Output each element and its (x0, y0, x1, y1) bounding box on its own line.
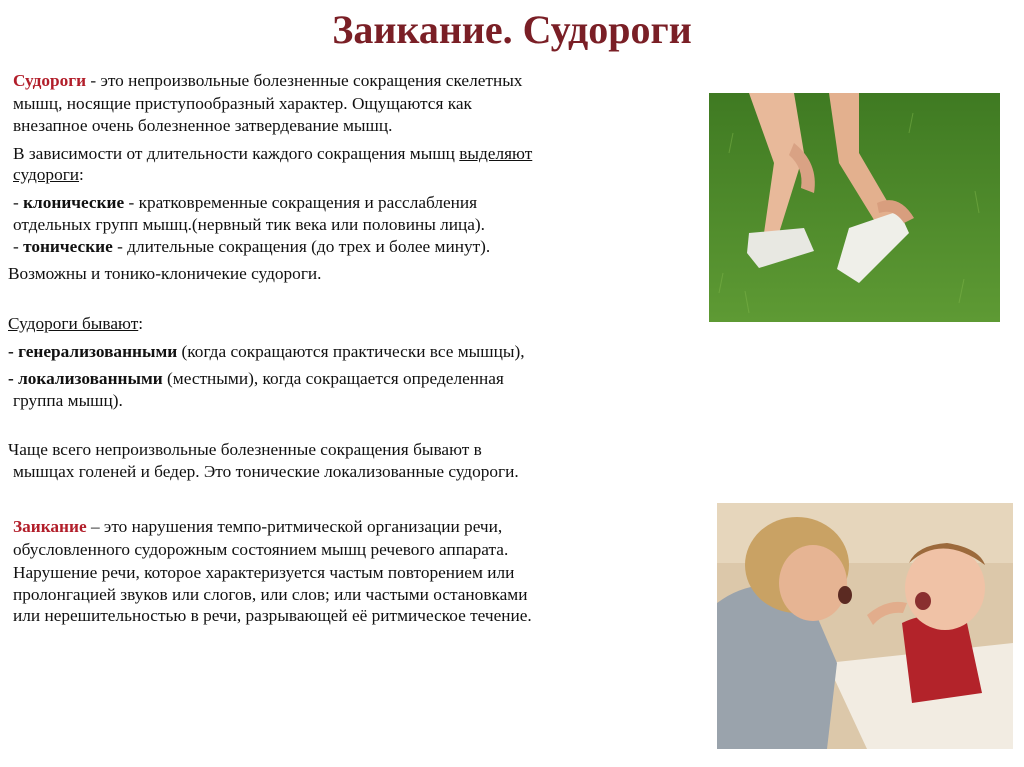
para1-line1 (13, 71, 522, 91)
speech-therapy-photo (717, 503, 1013, 749)
term-clonic: клонические (23, 193, 125, 212)
types-heading-text: Судороги бывают (8, 314, 139, 333)
stutter-line1 (13, 517, 502, 537)
para3: Возможны и тонико-клоничекие судороги. (8, 264, 322, 283)
para2-line1 (13, 144, 532, 164)
clonic-dash: - (13, 193, 24, 212)
leg-cramp-illustration (709, 93, 1000, 322)
stutter-line3: Нарушение речи, которое характеризуется частым повторением или (13, 563, 515, 582)
para1-text: - это непроизвольные болезненные сокращения скелетных (86, 71, 523, 90)
stutter-line4: пролонгацией звуков или слогов, или слов; или частыми остановками (13, 585, 528, 604)
stutter-line2: обусловленного судорожным состоянием мышц речевого аппарата. (13, 540, 509, 559)
tonic-dash: - (13, 237, 24, 256)
leg-cramp-photo (709, 93, 1000, 322)
localized-text: (местными), когда сокращается определенная (162, 369, 504, 388)
term-localized: - локализованными (8, 369, 163, 388)
term-stuttering: Заикание (13, 517, 87, 536)
term-seizures: Судороги (13, 71, 87, 90)
para2-underlined: выделяют (459, 144, 533, 163)
stutter-text: – это нарушения темпо-ритмической организации речи, (86, 517, 503, 536)
para2-colon: : (79, 165, 84, 184)
clonic-line2: отдельных групп мышц.(нервный тик века или половины лица). (13, 215, 485, 234)
speech-therapy-illustration (717, 503, 1013, 749)
para1-line3: внезапное очень болезненное затвердевание мышц. (13, 116, 393, 135)
clonic-line1 (13, 193, 477, 213)
term-tonic: тонические (23, 237, 113, 256)
types-heading-colon: : (138, 314, 144, 333)
para4-line2: мышцах голеней и бедер. Это тонические локализованные судороги. (13, 462, 519, 481)
para2-underlined-2: судороги (13, 165, 80, 184)
slide-title: Заикание. Судороги (332, 7, 692, 52)
stutter-line5: или нерешительностью в речи, разрывающей её ритмическое течение. (13, 606, 532, 625)
generalized-text: (когда сокращаются практически все мышцы), (177, 342, 525, 361)
types-generalized (8, 342, 525, 362)
types-localized-line2: группа мышц). (13, 391, 123, 410)
types-heading (8, 314, 143, 334)
clonic-text: - кратковременные сокращения и расслабления (124, 193, 478, 212)
para2-text: В зависимости от длительности каждого сокращения мышц (13, 144, 460, 163)
tonic-line (13, 237, 490, 257)
para4-line1: Чаще всего непроизвольные болезненные сокращения бывают в (8, 440, 482, 459)
term-generalized: - генерализованными (8, 342, 178, 361)
para2-line2 (13, 165, 84, 185)
para1-line2: мышц, носящие приступообразный характер. Ощущаются как (13, 94, 472, 113)
tonic-text: - длительные сокращения (до трех и более минут). (112, 237, 491, 256)
types-localized (8, 369, 504, 389)
